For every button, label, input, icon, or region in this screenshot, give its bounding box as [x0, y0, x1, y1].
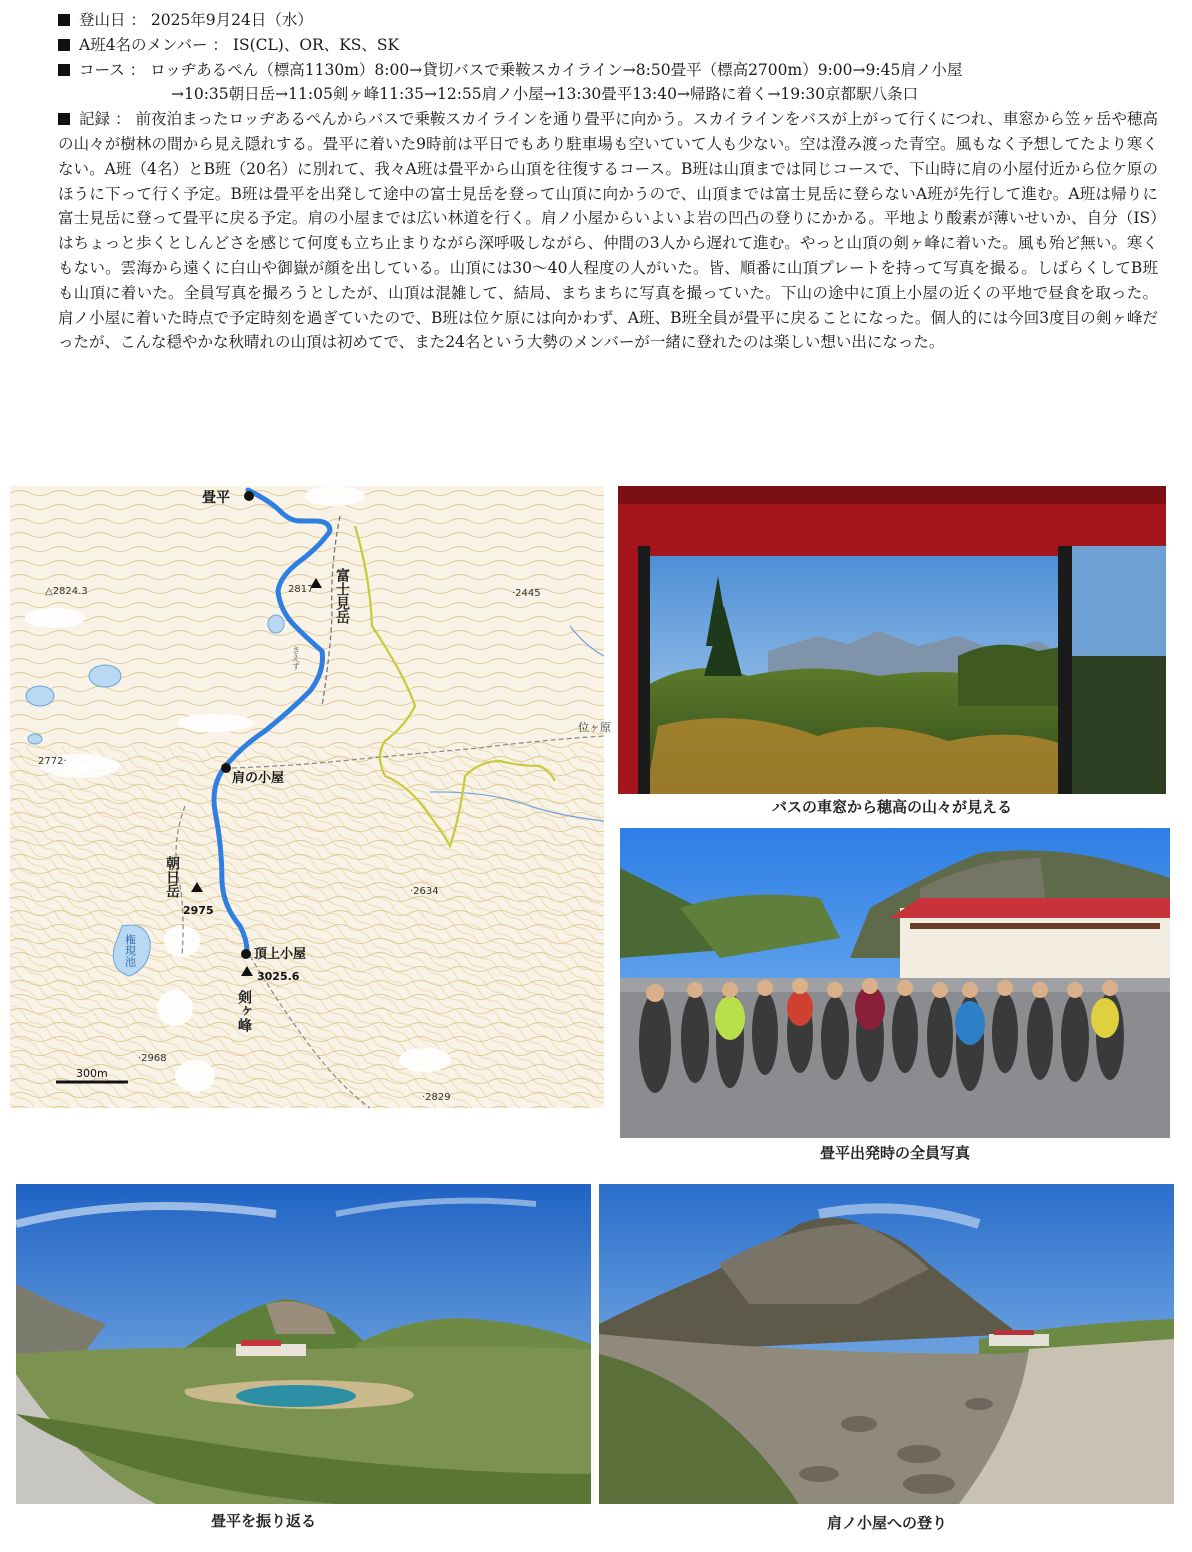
label-gongen-ike	[124, 933, 137, 968]
label-elev-2772: 2772·	[38, 756, 67, 767]
date-line: 登山日 ： 2025年9月24日（水）	[58, 8, 1158, 33]
photo-climb	[599, 1184, 1174, 1504]
label-kengamine	[236, 989, 252, 1033]
svg-text:権現池: 権現池	[123, 934, 137, 967]
bullet-icon	[58, 113, 70, 125]
label-tatamidaira: 畳平	[202, 490, 230, 506]
photo-group-svg	[620, 828, 1170, 1138]
members-line: A班4名のメンバー ： IS(CL)、OR、KS、SK	[58, 33, 1158, 58]
bullet-icon	[58, 14, 70, 26]
label-elev-2829: ·2829	[422, 1092, 451, 1103]
scale-label: 300m	[76, 1067, 108, 1080]
label-kuraigahara: 位ヶ原	[578, 721, 611, 734]
course-line-continued: →10:35朝日岳→11:05剣ヶ峰11:35→12:55肩ノ小屋→13:30畳平13:40→帰路に着く→19:30京都駅八条口	[171, 85, 919, 104]
photo-look-back	[16, 1184, 591, 1504]
photo-look-back-svg	[16, 1184, 591, 1504]
label-elev-3025: 3025.6	[257, 970, 300, 983]
record-paragraph: 記録 ： 前夜泊まったロッヂあるぺんからバスで乗鞍スカイラインを通り畳平に向かう。スカイラインをバスが上がって行くにつれ、車窓から笠ヶ岳や穂高の山々が樹林の間から見え隠れする。畳平に着いた9時前は平日でもあり駐車場も空いていて人も少ない。空は澄み渡った青空。風もなく予想してたより寒くない。A班（4名）とB班（20名）に別れて、我々A班は畳平から山頂を往復するコース。B班は山頂までは同じコースで、下山時に肩の小屋付近から位ケ原のほうに下って行く予定。B班は畳平を出発して途中の富士見岳を登って山頂に向かうので、山頂までは富士見岳に登らないA班が先行して進む。A班は帰りに富士見岳に登って畳平に戻る予定。肩の小屋までは広い林道を行く。肩ノ小屋からいよいよ岩の凹凸の登りにかかる。平地より酸素が薄いせいか、自分（IS）はちょっと歩くとしんどさを感じて何度も立ち止まりながら深呼吸しながら、仲間の3人から遅れて進む。やっと山頂の剣ヶ峰に着いた。風も殆ど無い。寒くもない。雲海から遠くに白山や御嶽が顔を出している。山頂には30～40人程度の人がいた。皆、順番に山頂プレートを持って写真を撮る。しばらくしてB班も山頂に着いた。全員写真を撮ろうとしたが、山頂は混雑して、結局、まちまちに写真を撮っていた。下山の途中に頂上小屋の近くの平地で昼食を取った。肩ノ小屋に着いた時点で予定時刻を過ぎていたので、B班は位ケ原には向かわず、A班、B班全員が畳平に戻ることになった。個人的には今回3度目の剣ヶ峰だったが、こんな穏やかな秋晴れの山頂は初めてで、また24名という大勢のメンバーが一緒に登れたのは楽しい想い出になった。	[58, 110, 1158, 352]
label-fujimi	[334, 567, 350, 625]
label-elev-2824: △2824.3	[45, 586, 88, 597]
photo-group	[620, 828, 1170, 1138]
label-kiezu	[292, 646, 301, 671]
route-map	[10, 486, 611, 1108]
svg-text:朝日岳: 朝日岳	[164, 856, 180, 898]
svg-text:剣ヶ峰: 剣ヶ峰	[236, 990, 252, 1032]
label-chojo-hut: 頂上小屋	[254, 947, 307, 962]
photo-bus-window-svg	[618, 486, 1166, 794]
caption-group: 畳平出発時の全員写真	[819, 1144, 970, 1162]
report-text	[58, 8, 1158, 355]
bullet-icon	[58, 64, 70, 76]
photo-bus-window	[618, 486, 1166, 794]
label-elev-2968: ·2968	[138, 1053, 167, 1064]
course-line: コース ： ロッヂあるぺん（標高1130m）8:00→貸切バスで乗鞍スカイライン→8:50畳平（標高2700m）9:00→9:45肩ノ小屋	[58, 58, 1158, 83]
label-elev-2634: ·2634	[410, 886, 439, 897]
label-kata-hut: 肩の小屋	[232, 771, 285, 786]
svg-text:きえず: きえず	[291, 646, 301, 670]
label-asahi	[164, 855, 180, 899]
caption-climb: 肩ノ小屋への登り	[826, 1514, 947, 1532]
label-elev-2445: ·2445	[512, 588, 541, 599]
route-map-svg	[10, 486, 611, 1108]
caption-bus-window: バスの車窓から穂高の山々が見える	[771, 798, 1012, 816]
label-elev-2975: 2975	[183, 904, 214, 917]
caption-look-back: 畳平を振り返る	[210, 1512, 316, 1530]
photo-climb-svg	[599, 1184, 1174, 1504]
bullet-icon	[58, 39, 70, 51]
svg-text:富士見岳: 富士見岳	[334, 568, 350, 624]
label-elev-2817: 2817	[288, 584, 314, 595]
